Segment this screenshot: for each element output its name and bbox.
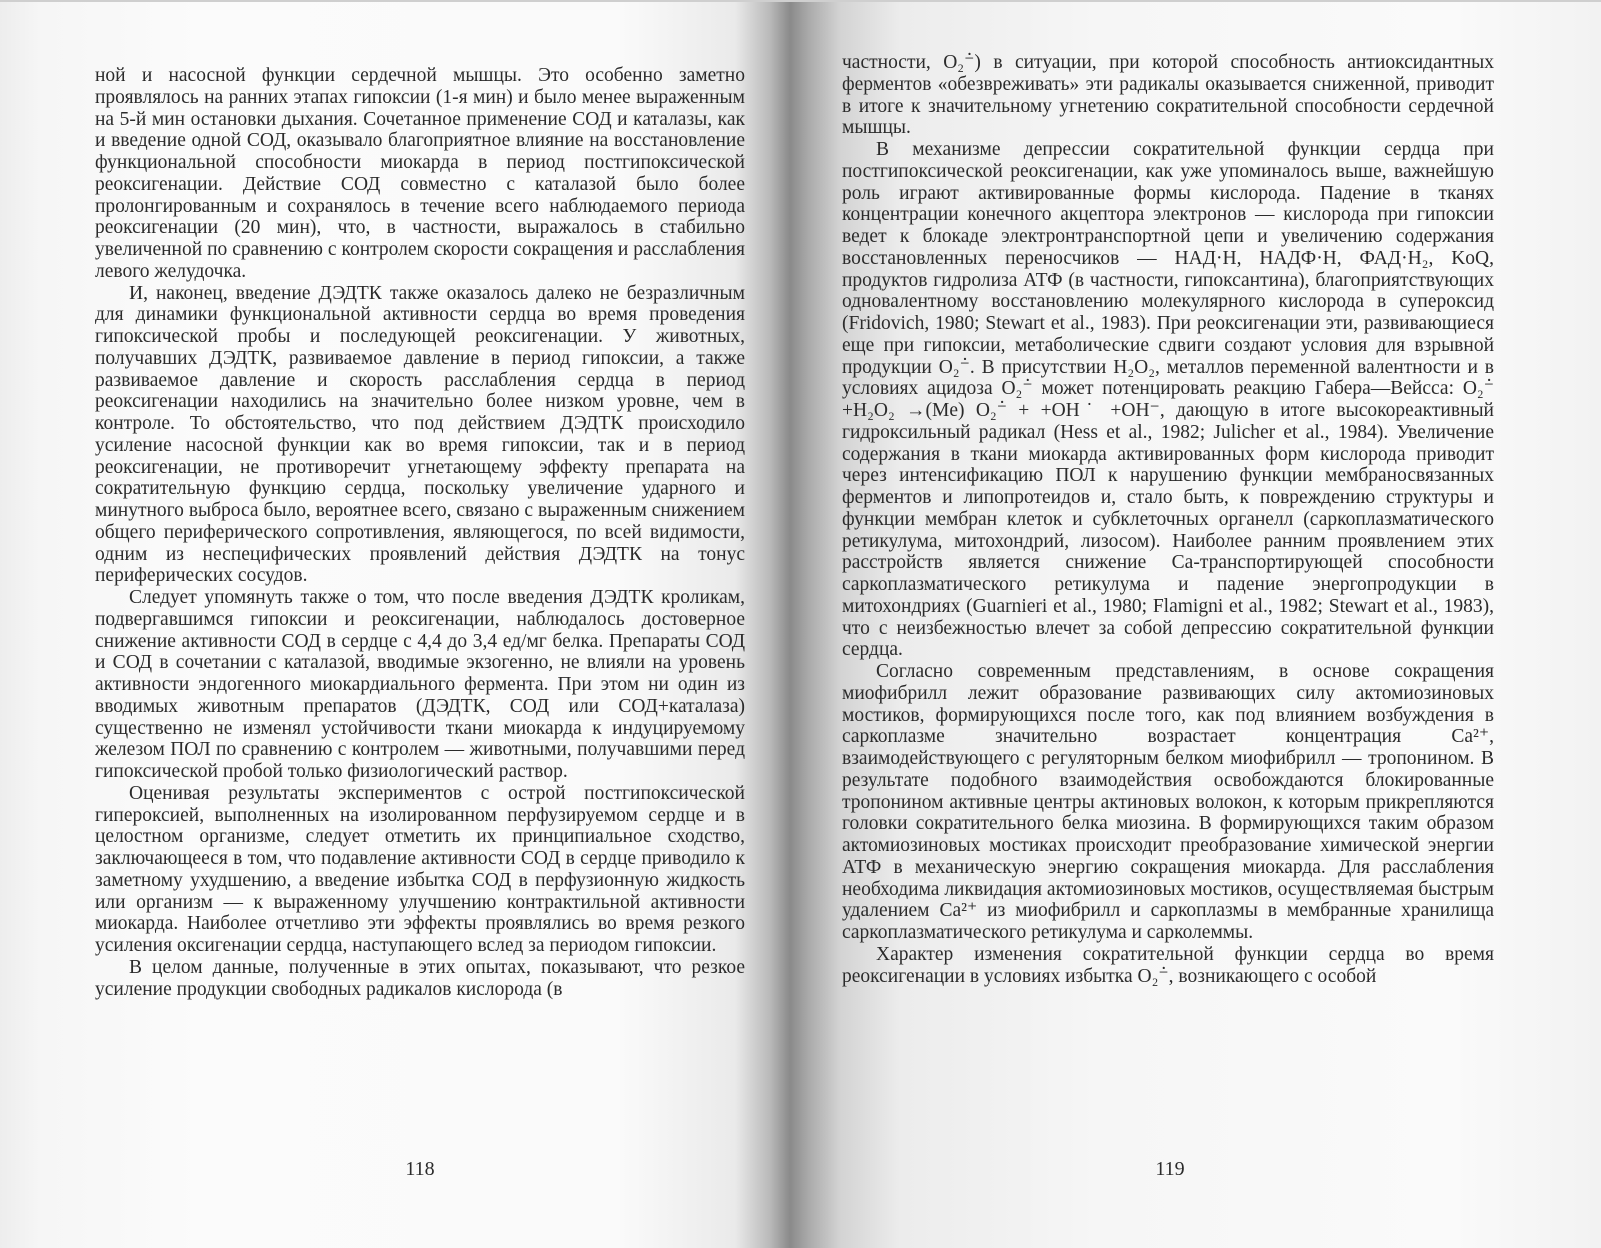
left-paragraph-2: И, наконец, введение ДЭДТК также оказалось далеко не безразличным для динамики функциональной активности сердца во время проведения гипоксической пробы и последующей реоксигенации. У животных, получавших ДЭДТК, развиваемое давление в период гипоксии, а также развиваемое давление и скорость расслабления сердца в период реоксигенации находились на значительно более низком уровне, чем в контроле. То обстоятельство, что под действием ДЭДТК происходило усиление насосной функции как во время гипоксии, так и в период реоксигенации, не противоречит угнетающему эффекту препарата на сократительную функцию сердца, поскольку увеличение ударного и минутного выброса было, вероятнее всего, связано с выраженным снижением общего периферического сопротивления, являющегося, по всей видимости, одним из неспецифических проявлений действия ДЭДТК на тонус периферических сосудов. bbox=[95, 282, 745, 587]
right-page-text bbox=[842, 52, 1494, 987]
right-page bbox=[800, 0, 1601, 1248]
left-paragraph-3: Следует упомянуть также о том, что после введения ДЭДТК кроликам, подвергавшимся гипоксии и реоксигенации, наблюдалось достоверное снижение активности СОД в сердце с 4,4 до 3,4 ед/мг белка. Препараты СОД и СОД в сочетании с каталазой, вводимые экзогенно, не влияли на уровень активности эндогенного миокардиального фермента. При этом ни один из вводимых животным препаратов (ДЭДТК, СОД или СОД+каталаза) существенно не изменял устойчивости ткани миокарда к индуцируемому железом ПОЛ по сравнению с контролем — животными, получавшими перед гипоксической пробой только физиологический раствор. bbox=[95, 587, 745, 782]
right-paragraph-3: Согласно современным представлениям, в основе сокращения миофибрилл лежит образование развивающих силу актомиозиновых мостиков, формирующихся после того, как под влиянием возбуждения в саркоплазме значительно возрастает концентрация Ca²⁺, взаимодействующего с регуляторным белком миофибрилл — тропонином. В результате подобного взаимодействия освобождаются блокированные тропонином активные центры актиновых волокон, к которым прикрепляются головки сократительного белка миозина. В формирующихся таким образом актомиозиновых мостиках происходит преобразование химической энергии АТФ в механическую энергию сокращения миокарда. Для расслабления необходима ликвидация актомиозиновых мостиков, осуществляемая быстрым удалением Ca²⁺ из миофибрилл и саркоплазмы в мембранные хранилища саркоплазматического ретикулума и сарколеммы. bbox=[842, 661, 1494, 943]
right-paragraph-2: В механизме депрессии сократительной функции сердца при постгипоксической реоксигенации, как уже упоминалось выше, важнейшую роль играют активированные формы кислорода. Падение в тканях концентрации конечного акцептора электронов — кислорода при гипоксии ведет к блокаде электронтранспортной цепи и увеличению содержания восстановленных переносчиков — НАД·Н, НАДФ·Н, ФАД·H₂, KoQ, продуктов гидролиза АТФ (в частности, гипоксантина), благоприятствующих одновалентному восстановлению молекулярного кислорода в супероксид (Fridovich, 1980; Stewart et al., 1983). При реоксигенации эти, развивающиеся еще при гипоксии, метаболические сдвиги создают условия для взрывной продукции O₂⁻̇. В присутствии H₂O₂, металлов переменной валентности и в условиях ацидоза O₂⁻̇ может потенцировать реакцию Габера—Вейсса: O₂⁻̇ +H₂O₂ →(Me) O₂⁻̇ + +OH˙ +OH⁻, дающую в итоге высокореактивный гидроксильный радикал (Hess et al., 1982; Julicher et al., 1984). Увеличение содержания в ткани миокарда активированных форм кислорода приводит через интенсификацию ПОЛ к нарушению функции мембраносвязанных ферментов и липопротеидов и, стало быть, к повреждению структуры и функции мембран клеток и субклеточных органелл (саркоплазматического ретикулума, митохондрий, лизосом). Наиболее ранним проявлением этих расстройств является снижение Ca-транспортирующей способности саркоплазматического ретикулума и падение энергопродукции в митохондриях (Guarnieri et al., 1980; Flamigni et al., 1982; Stewart et al., 1983), что с неизбежностью влечет за собой депрессию сократительной функции сердца. bbox=[842, 139, 1494, 661]
left-page-text bbox=[95, 65, 745, 1000]
left-paragraph-1: ной и насосной функции сердечной мышцы. Это особенно заметно проявлялось на ранних этапах гипоксии (1-я мин) и было менее выраженным на 5-й мин остановки дыхания. Сочетанное применение СОД и каталазы, как и введение одной СОД, оказывало благоприятное влияние на восстановление функциональной способности миокарда в период постгипоксической реоксигенации. Действие СОД совместно с каталазой было более пролонгированным и сохранялось в течение всего наблюдаемого периода реоксигенации (20 мин), что, в частности, выражалось в стабильно увеличенной по сравнению с контролем скорости сокращения и расслабления левого желудочка. bbox=[95, 65, 745, 282]
left-paragraph-4: Оценивая результаты экспериментов с острой постгипоксической гипероксией, выполненных на изолированном перфузируемом сердце и в целостном организме, следует отметить их принципиальное сходство, заключающееся в том, что подавление активности СОД в сердце приводило к заметному ухудшению, а введение избытка СОД в перфузионную жидкость или организм — к выраженному улучшению контрактильной активности миокарда. Наиболее отчетливо эти эффекты проявлялись во время резкого усиления оксигенации сердца, наступающего вслед за периодом гипоксии. bbox=[95, 782, 745, 956]
right-paragraph-4: Характер изменения сократительной функции сердца во время реоксигенации в условиях избытка O₂⁻̇, возникающего с особой bbox=[842, 943, 1494, 987]
left-paragraph-5: В целом данные, полученные в этих опытах, показывают, что резкое усиление продукции свободных радикалов кислорода (в bbox=[95, 956, 745, 1000]
right-page-number: 119 bbox=[1155, 1158, 1185, 1180]
right-paragraph-1: частности, O₂⁻̇) в ситуации, при которой способность антиоксидантных ферментов «обезвреживать» эти радикалы оказывается сниженной, приводит в итоге к значительному угнетению сократительной способности сердечной мышцы. bbox=[842, 52, 1494, 139]
left-page bbox=[0, 0, 800, 1248]
left-page-number: 118 bbox=[405, 1158, 435, 1180]
